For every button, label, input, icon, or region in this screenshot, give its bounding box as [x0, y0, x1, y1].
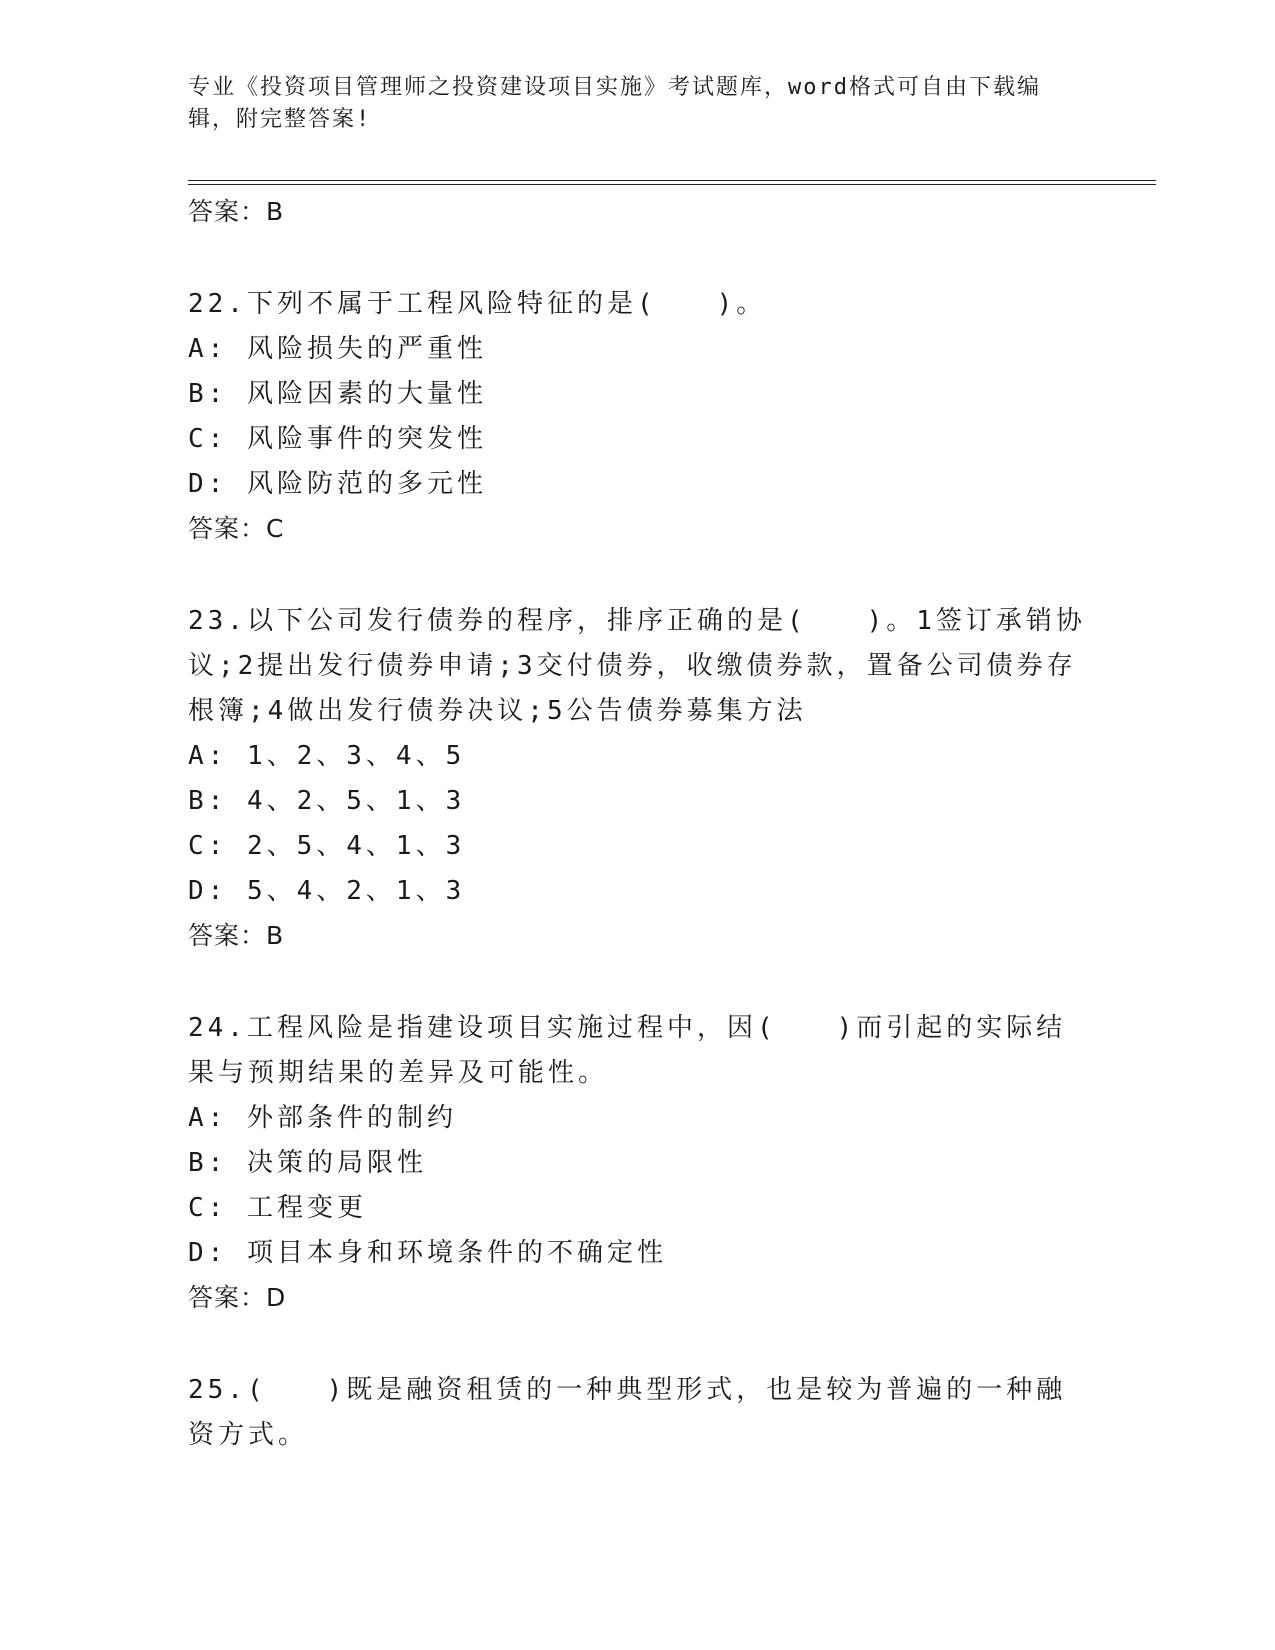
answer-line: 答案：D [188, 1283, 287, 1312]
answer-line: 答案：C [188, 514, 285, 543]
option-c: C: 风险事件的突发性 [188, 424, 487, 454]
option-a: A: 外部条件的制约 [188, 1103, 457, 1133]
header-divider-bottom [188, 184, 1156, 185]
option-b: B: 风险因素的大量性 [188, 379, 487, 409]
question-list [188, 190, 1088, 1458]
question-text: 23.以下公司发行债券的程序，排序正确的是( )。1签订承销协议;2提出发行债券申请;3交付债券，收缴债券款，置备公司债券存根簿;4做出发行债券决议;5公告债券募集方法 [188, 606, 1086, 726]
document-header: 专业《投资项目管理师之投资建设项目实施》考试题库，word格式可自由下载编辑，附完整答案! [188, 75, 1041, 132]
option-c: C: 2、5、4、1、3 [188, 831, 466, 861]
question-text: 22.下列不属于工程风险特征的是( )。 [188, 289, 767, 319]
question-24 [188, 1006, 1088, 1320]
option-d: D: 5、4、2、1、3 [188, 876, 466, 906]
answer-line: 答案：B [188, 197, 285, 226]
option-b: B: 决策的局限性 [188, 1148, 427, 1178]
question-22 [188, 282, 1088, 551]
question-25 [188, 1368, 1088, 1458]
option-a: A: 1、2、3、4、5 [188, 741, 466, 771]
option-a: A: 风险损失的严重性 [188, 334, 487, 364]
question-text: 25.( )既是融资租赁的一种典型形式，也是较为普遍的一种融资方式。 [188, 1375, 1067, 1450]
question-text: 24.工程风险是指建设项目实施过程中，因( )而引起的实际结果与预期结果的差异及可能性。 [188, 1013, 1067, 1088]
answer-line: 答案：B [188, 921, 285, 950]
option-d: D: 风险防范的多元性 [188, 469, 487, 499]
option-c: C: 工程变更 [188, 1193, 367, 1223]
question-23 [188, 599, 1088, 958]
option-d: D: 项目本身和环境条件的不确定性 [188, 1238, 667, 1268]
option-b: B: 4、2、5、1、3 [188, 786, 466, 816]
header-divider-top [188, 180, 1156, 181]
